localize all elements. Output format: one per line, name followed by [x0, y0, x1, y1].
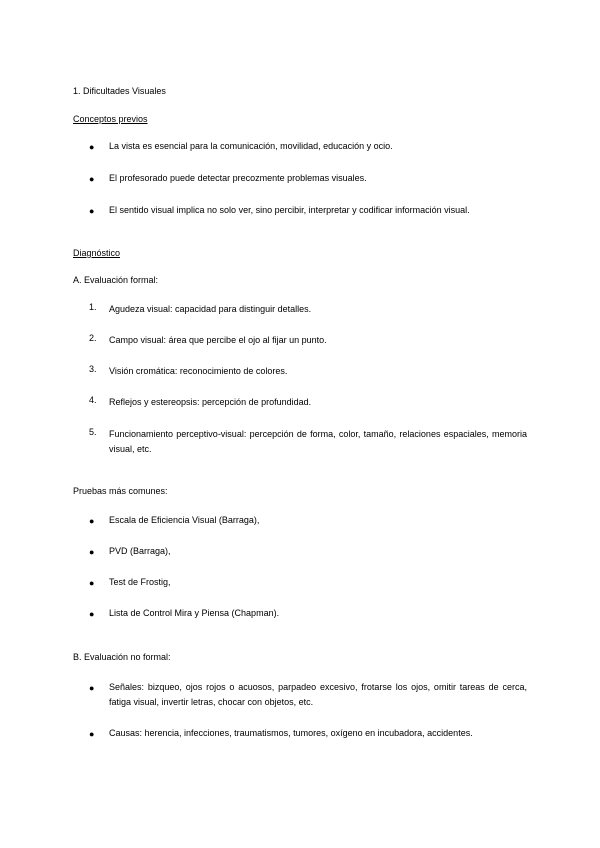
- list-number: 1.: [89, 302, 97, 312]
- bullet-icon: ●: [89, 516, 95, 526]
- bullet-icon: ●: [89, 683, 95, 693]
- bullet-icon: ●: [89, 578, 95, 588]
- subheading-evaluacion-no-formal: B. Evaluación no formal:: [73, 652, 171, 662]
- section-heading-diagnostico: Diagnóstico: [73, 248, 121, 258]
- bullet-icon: ●: [89, 142, 95, 152]
- list-item: Causas: herencia, infecciones, traumatismos, tumores, oxígeno en incubadora, accidentes.: [109, 728, 473, 738]
- list-item: Visión cromática: reconocimiento de colores.: [109, 366, 288, 376]
- list-item: Reflejos y estereopsis: percepción de profundidad.: [109, 397, 312, 407]
- list-item: Escala de Eficiencia Visual (Barraga),: [109, 515, 260, 525]
- list-item: Funcionamiento perceptivo-visual: percepción de forma, color, tamaño, relaciones espaciales, memoria visual, etc.: [109, 429, 527, 454]
- list-number: 5.: [89, 427, 97, 437]
- list-item: Agudeza visual: capacidad para distinguir detalles.: [109, 304, 312, 314]
- bullet-icon: ●: [89, 609, 95, 619]
- list-item: La vista es esencial para la comunicación, movilidad, educación y ocio.: [109, 141, 393, 151]
- list-item: El sentido visual implica no solo ver, sino percibir, interpretar y codificar información visual.: [109, 205, 470, 215]
- subheading-pruebas: Pruebas más comunes:: [73, 486, 168, 496]
- list-item: PVD (Barraga),: [109, 546, 171, 556]
- section-heading-conceptos: Conceptos previos: [73, 114, 148, 124]
- list-number: 4.: [89, 395, 97, 405]
- subheading-evaluacion-formal: A. Evaluación formal:: [73, 275, 159, 285]
- bullet-icon: ●: [89, 729, 95, 739]
- list-item: Test de Frostig,: [109, 577, 171, 587]
- list-number: 2.: [89, 333, 97, 343]
- list-item: Campo visual: área que percibe el ojo al fijar un punto.: [109, 335, 327, 345]
- bullet-icon: ●: [89, 206, 95, 216]
- list-item: El profesorado puede detectar precozmente problemas visuales.: [109, 173, 367, 183]
- list-number: 3.: [89, 364, 97, 374]
- list-item: Señales: bizqueo, ojos rojos o acuosos, parpadeo excesivo, frotarse los ojos, omitir tareas de cerca, fatiga visual, invertir letras, chocar con objetos, etc.: [109, 682, 527, 707]
- bullet-icon: ●: [89, 547, 95, 557]
- list-item: Lista de Control Mira y Piensa (Chapman).: [109, 608, 280, 618]
- bullet-icon: ●: [89, 174, 95, 184]
- document-title: 1. Dificultades Visuales: [73, 86, 166, 96]
